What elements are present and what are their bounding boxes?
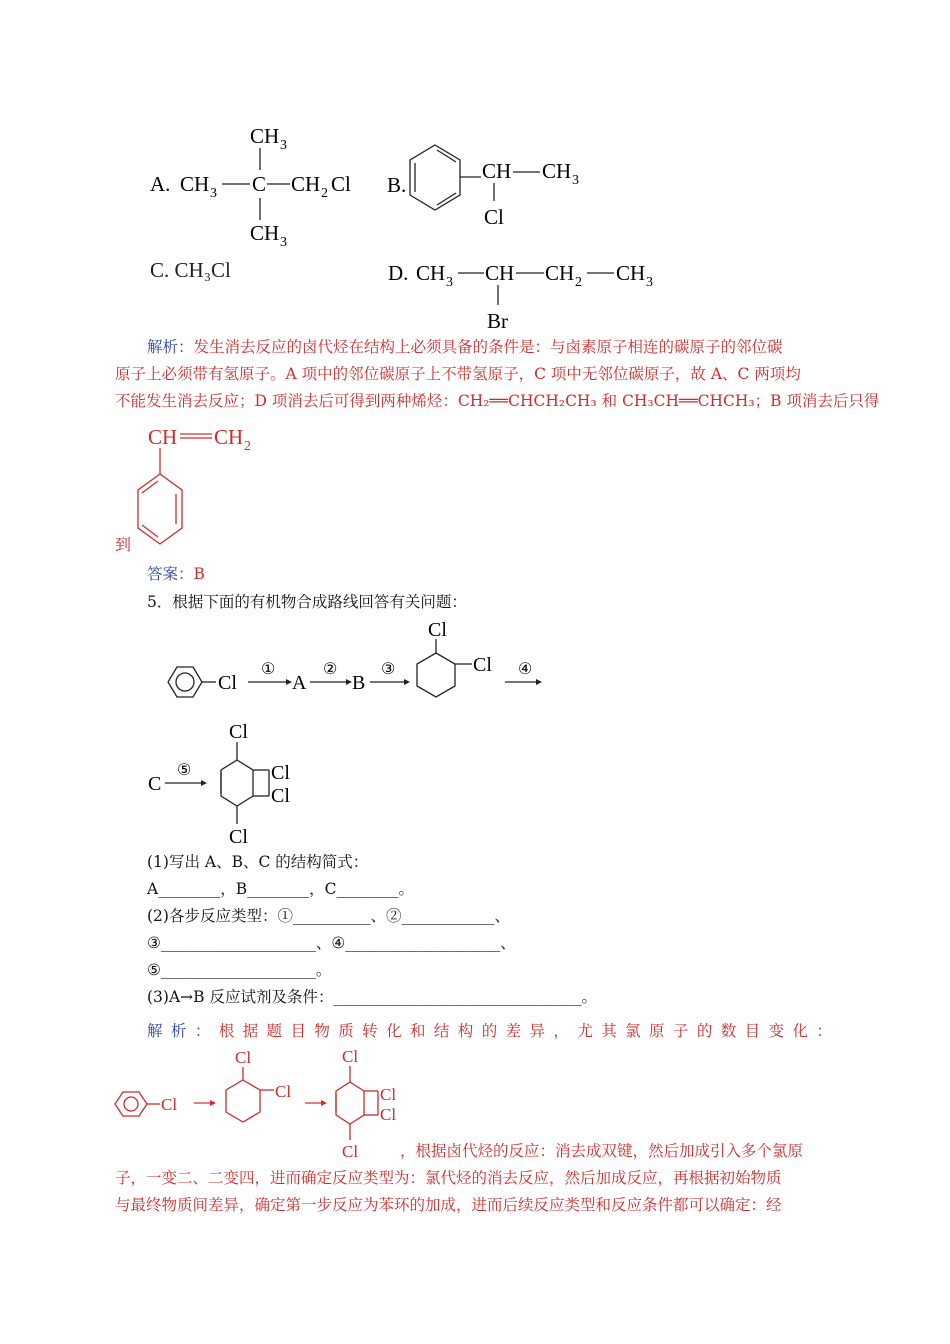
svg-text:Cl: Cl (473, 654, 492, 676)
svg-text:Cl: Cl (271, 785, 290, 807)
option-c-formula: CH₃Cl (174, 258, 231, 282)
svg-text:Cl: Cl (218, 672, 237, 694)
reaction-scheme-2 (145, 718, 315, 848)
step-4-marker: ④ (518, 661, 533, 678)
q5-sub1: (1)写出 A、B、C 的结构简式： (147, 853, 369, 871)
svg-text:CH: CH (416, 261, 446, 285)
svg-text:3: 3 (646, 275, 653, 290)
benzene-ring-red (115, 1092, 147, 1116)
analysis-2-tag-1: 解 (147, 1022, 163, 1040)
step-2-marker: ② (323, 661, 338, 678)
styrene-svg (110, 418, 280, 558)
analysis-2-intro: 解 析 ： 根 据 题 目 物 质 转 化 和 结 构 的 差 异 ， 尤 其 氯 原 子 的 数 目 变 化 ： (147, 1018, 832, 1045)
svg-text:3: 3 (446, 275, 453, 290)
svg-text:CH: CH (214, 425, 244, 449)
svg-text:3: 3 (280, 235, 287, 248)
svg-text:Cl: Cl (229, 721, 248, 743)
reaction-scheme-2-svg (145, 718, 315, 848)
svg-text:3: 3 (280, 138, 287, 153)
step-1-marker: ① (261, 661, 276, 678)
benzene-ring-styrene (138, 474, 182, 544)
answer-value: B (193, 565, 205, 583)
analysis-2-tag-3: ： (194, 1022, 211, 1040)
svg-text:Cl: Cl (161, 1095, 178, 1114)
svg-text:A: A (292, 672, 307, 694)
svg-text:Cl: Cl (235, 1048, 252, 1067)
svg-text:Cl: Cl (380, 1085, 397, 1104)
svg-text:Cl: Cl (229, 826, 248, 848)
analysis-2-rest (115, 1165, 837, 1219)
svg-text:Cl: Cl (428, 619, 447, 641)
svg-text:CH: CH (616, 261, 646, 285)
svg-text:CH: CH (542, 159, 572, 183)
svg-text:3: 3 (210, 186, 217, 201)
analysis-2-tag-2: 析 (170, 1022, 187, 1040)
analysis-1-line-3: 不能发生消去反应；D 项消去后可得到两种烯烃：CH₂══CHCH₂CH₃ 和 CH₃CH══CHCH₃；B 项消去后只得 (115, 392, 880, 410)
bicyclic-ring (221, 760, 269, 806)
step-5-marker: ⑤ (177, 762, 192, 779)
svg-text:CH: CH (250, 221, 280, 245)
structure-d (388, 250, 678, 335)
analysis-2-line-2: 子，一变二、二变四，进而确定反应类型为：氯代烃的消去反应，然后加成反应，再根据初始物质 (115, 1169, 782, 1187)
reaction-scheme-1-svg (150, 615, 570, 715)
svg-text:CH: CH (180, 172, 210, 196)
svg-text:Cl: Cl (331, 172, 351, 196)
svg-text:C: C (252, 172, 267, 196)
reaction-scheme-red (110, 1042, 410, 1162)
option-b-letter: B. (387, 173, 407, 197)
svg-text:CH: CH (482, 159, 512, 183)
step-3-marker: ③ (381, 661, 396, 678)
svg-text:CH: CH (545, 261, 575, 285)
svg-text:Cl: Cl (484, 205, 504, 229)
svg-text:Cl: Cl (271, 762, 290, 784)
option-d-letter: D. (388, 261, 409, 285)
option-c-letter: C. (150, 258, 170, 282)
svg-text:2: 2 (575, 275, 582, 290)
option-a (150, 118, 390, 248)
option-a-letter: A. (150, 172, 171, 196)
structure-a (150, 118, 390, 248)
analysis-2-line-3: 与最终物质间差异，确定第一步反应为苯环的加成，进而后续反应类型和反应条件都可以确定：经 (115, 1196, 782, 1214)
svg-text:B: B (352, 672, 366, 694)
styrene-structure (110, 418, 280, 558)
svg-text:CH: CH (291, 172, 321, 196)
q5-sub3: (3)A→B 反应试剂及条件：________________________________。 (147, 988, 597, 1006)
cyclohexane-ring-red (226, 1080, 260, 1122)
answer-label: 答案： (147, 565, 194, 583)
cyclohexane-ring-1 (417, 653, 455, 697)
analysis-1-line-2: 原子上必须带有氢原子。A 项中的邻位碳原子上不带氢原子，C 项中无邻位碳原子，故 A、C 两项均 (115, 365, 801, 383)
option-c (150, 258, 231, 283)
analysis-1-line-1: 解析：发生消去反应的卤代烃在结构上必须具备的条件是：与卤素原子相连的碳原子的邻位碳 (147, 338, 783, 356)
q5-stem: 5．根据下面的有机物合成路线回答有关问题： (147, 593, 467, 611)
q5-subquestions (147, 849, 847, 1011)
q5-sub2-blanks-b: ③____________________、④____________________、 (147, 934, 516, 952)
analysis-1-dao: 到 (115, 537, 132, 554)
svg-text:Cl: Cl (342, 1047, 359, 1066)
benzene-ring-b (410, 145, 460, 210)
q5-sub1-blanks: A________，B________，C________。 (147, 880, 414, 898)
svg-text:Cl: Cl (342, 1142, 359, 1161)
answer-line (147, 561, 205, 588)
svg-text:2: 2 (321, 186, 328, 201)
q5-sub2-blanks-c: ⑤____________________。 (147, 961, 332, 979)
q5-sub2: (2)各步反应类型：①__________、②____________、 (147, 907, 510, 925)
svg-text:Cl: Cl (380, 1105, 397, 1124)
svg-text:C: C (148, 773, 162, 795)
svg-text:3: 3 (572, 173, 579, 188)
svg-text:CH: CH (485, 261, 515, 285)
svg-text:CH: CH (250, 124, 280, 148)
bicyclic-ring-red (336, 1082, 378, 1124)
svg-text:Br: Br (487, 309, 508, 333)
svg-text:CH: CH (148, 425, 178, 449)
analysis-tag: 解析： (147, 338, 194, 356)
svg-text:2: 2 (244, 439, 251, 454)
reaction-scheme-red-svg (110, 1042, 410, 1162)
analysis-2-after-scheme: ，根据卤代烃的反应：消去成双键，然后加成引入多个氯原 (400, 1142, 804, 1160)
option-d (388, 250, 678, 335)
analysis-1 (115, 334, 880, 415)
option-b (385, 135, 615, 235)
svg-text:Cl: Cl (275, 1082, 292, 1101)
reaction-scheme-1 (150, 615, 570, 715)
structure-b (385, 135, 615, 235)
benzene-ring-1 (168, 667, 202, 697)
